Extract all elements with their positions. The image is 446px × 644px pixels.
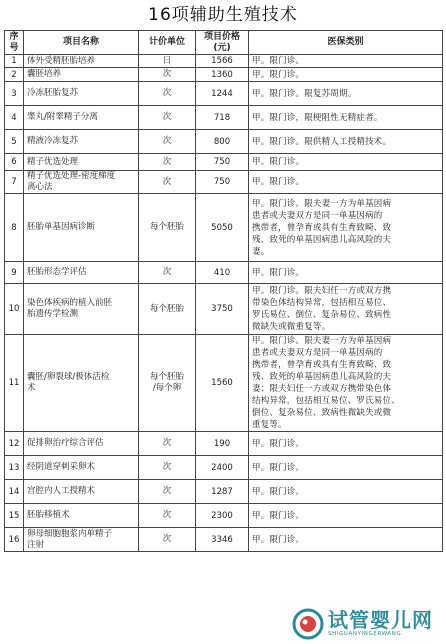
item-name-line: 冷冻胚胎复苏 [27, 88, 79, 98]
watermark-main-text: 试管婴儿网 [328, 608, 433, 633]
table-row [5, 480, 443, 504]
header-category: 医保类别 [249, 31, 443, 55]
insurance-category [249, 284, 443, 335]
insurance-category [249, 504, 443, 528]
item-name [24, 480, 139, 504]
pricing-unit-line: 次 [162, 88, 172, 98]
insurance-category-line: 患者或夫妻双方是同一单基因病的 [252, 210, 383, 221]
insurance-category [249, 194, 443, 262]
pricing-unit [139, 82, 196, 106]
row-number: 3 [5, 82, 24, 106]
table-row [5, 432, 443, 456]
item-name [24, 432, 139, 456]
item-name-line: 精子优选处理 [27, 156, 79, 167]
header-price-line: 项目价格 [203, 31, 240, 42]
insurance-category-line: 微缺失或微重复等。 [252, 322, 331, 332]
item-price: 1244 [196, 82, 249, 106]
row-number: 4 [5, 106, 24, 130]
row-number: 10 [5, 284, 24, 335]
watermark-text [328, 610, 433, 638]
item-name-line: 促排卵治疗综合评估 [27, 438, 104, 448]
pricing-unit-line: 次 [162, 176, 172, 187]
fee-table [4, 30, 443, 552]
insurance-category-line: 甲。限门诊。 [252, 438, 305, 449]
insurance-category [249, 171, 443, 194]
pricing-unit-line: 次 [162, 136, 172, 146]
item-price: 2300 [196, 504, 249, 528]
item-price: 1560 [196, 335, 249, 432]
header-no-line: 号 [9, 42, 19, 53]
pricing-unit-line: 次 [162, 510, 172, 520]
insurance-category-line: 残、致死的单基因病患儿高风险的夫 [252, 372, 392, 382]
item-name-line: 卵母细胞胞浆内单精子 [27, 528, 113, 539]
insurance-category-line: 残、致死的单基因病患儿高风险的夫 [252, 234, 392, 245]
insurance-category-line: 带染色体结构异常，包括相互易位、 [252, 298, 392, 308]
pricing-unit [139, 68, 196, 82]
insurance-category-line: 甲。限门诊。 [252, 69, 305, 80]
pricing-unit-line: 次 [162, 69, 172, 79]
insurance-category [249, 106, 443, 130]
insurance-category-line: 甲。限门诊。 [252, 486, 305, 497]
item-price: 1566 [196, 55, 249, 68]
item-price: 3750 [196, 284, 249, 335]
row-number: 15 [5, 504, 24, 528]
insurance-category [249, 262, 443, 284]
row-number: 14 [5, 480, 24, 504]
pricing-unit-line: 每个胚胎 [149, 303, 184, 314]
pricing-unit [139, 528, 196, 552]
pricing-unit [139, 432, 196, 456]
row-number: 7 [5, 171, 24, 194]
insurance-category-line: 甲。限门诊，限梗阻性无精症者。 [252, 112, 383, 123]
insurance-category-line: 甲。限门诊。 [252, 157, 305, 167]
row-number: 13 [5, 456, 24, 480]
table-row [5, 154, 443, 171]
watermark-logo-icon [292, 608, 324, 640]
item-name [24, 55, 139, 68]
item-price: 190 [196, 432, 249, 456]
item-name-line: 胎遗传学检测 [27, 309, 79, 319]
pricing-unit [139, 335, 196, 432]
item-price: 1287 [196, 480, 249, 504]
insurance-category-line: 罗氏易位、倒位、复杂易位、致病性 [252, 310, 392, 320]
table-row [5, 106, 443, 130]
watermark-sub-text: SHIGUANYINGERWANG [328, 631, 402, 638]
insurance-category-line: 重复等。 [252, 420, 287, 430]
insurance-category-line: 患者或夫妻双方是同一单基因病的 [252, 348, 383, 358]
pricing-unit [139, 154, 196, 171]
insurance-category-line: 甲。限门诊。 [252, 462, 305, 473]
header-unit: 计价单位 [139, 31, 196, 55]
insurance-category-line: 甲。限门诊。 [252, 177, 305, 187]
item-name [24, 456, 139, 480]
pricing-unit-line: 次 [162, 112, 172, 122]
pricing-unit-line: /每个卵 [152, 383, 182, 393]
row-number: 1 [5, 55, 24, 68]
header-no-line: 序 [9, 31, 19, 42]
pricing-unit-line: 日 [162, 55, 172, 66]
item-name [24, 171, 139, 194]
insurance-category [249, 82, 443, 106]
row-number: 9 [5, 262, 24, 284]
table-body [5, 55, 443, 552]
pricing-unit-line: 次 [162, 534, 172, 544]
pricing-unit [139, 456, 196, 480]
insurance-category-line: 甲。限门诊。限夫妻一方为单基因病 [252, 198, 392, 209]
header-name: 项目名称 [24, 31, 139, 55]
table-row [5, 82, 443, 106]
header-price [196, 31, 249, 55]
item-name [24, 194, 139, 262]
insurance-category-line: 携带者，曾孕育或具有生育致畸、致 [252, 360, 392, 370]
pricing-unit [139, 504, 196, 528]
pricing-unit-line: 次 [162, 156, 172, 167]
insurance-category [249, 480, 443, 504]
item-name-line: 囊胚/卵裂球/极体活检 [27, 372, 110, 382]
item-name [24, 504, 139, 528]
insurance-category-line: 倒位、复杂易位、致病性微缺失或微 [252, 408, 392, 418]
pricing-unit [139, 284, 196, 335]
insurance-category-line: 甲。限门诊。 [252, 56, 305, 66]
pricing-unit [139, 106, 196, 130]
table-row [5, 504, 443, 528]
insurance-category [249, 432, 443, 456]
item-name [24, 528, 139, 552]
pricing-unit-line: 每个胚胎 [149, 372, 184, 382]
item-name-line: 囊胚培养 [27, 69, 62, 79]
insurance-category-line: 妻。 [252, 246, 270, 257]
table-row [5, 528, 443, 552]
item-price: 3346 [196, 528, 249, 552]
row-number: 5 [5, 130, 24, 154]
item-name-line: 宫腔内人工授精术 [27, 486, 96, 496]
pricing-unit-line: 次 [162, 462, 172, 472]
item-name-line: 经阴道穿刺采卵术 [27, 462, 96, 472]
insurance-category-line: 甲。限门诊。 [252, 534, 305, 545]
pricing-unit-line: 次 [162, 267, 172, 277]
pricing-unit [139, 130, 196, 154]
table-row [5, 335, 443, 432]
item-name-line: 离心法 [27, 182, 53, 192]
pricing-unit [139, 55, 196, 68]
insurance-category [249, 55, 443, 68]
item-price: 750 [196, 154, 249, 171]
item-name-line: 体外受精胚胎培养 [27, 55, 96, 66]
row-number: 8 [5, 194, 24, 262]
insurance-category-line: 携带者，曾孕育或具有生育致畸、致 [252, 222, 392, 233]
table-row [5, 284, 443, 335]
header-row [5, 31, 443, 55]
table-row [5, 262, 443, 284]
insurance-category [249, 528, 443, 552]
pricing-unit [139, 171, 196, 194]
item-name-line: 注射 [27, 539, 45, 550]
item-price: 800 [196, 130, 249, 154]
item-price: 750 [196, 171, 249, 194]
item-price: 1360 [196, 68, 249, 82]
insurance-category [249, 154, 443, 171]
row-number: 16 [5, 528, 24, 552]
item-name-line: 精子优选处理-密度梯度 [27, 171, 116, 181]
item-name [24, 68, 139, 82]
insurance-category-line: 甲。限门诊。限供精人工授精技术。 [252, 136, 392, 147]
row-number: 6 [5, 154, 24, 171]
item-name [24, 284, 139, 335]
table-row [5, 68, 443, 82]
row-number: 11 [5, 335, 24, 432]
insurance-category-line: 甲。限门诊。 [252, 510, 305, 521]
insurance-category-line: 甲。限门诊。限夫妇任一方或双方携 [252, 286, 392, 296]
insurance-category-line: 甲。限门诊。限夫妻一方为单基因病 [252, 336, 392, 346]
item-name [24, 335, 139, 432]
item-name [24, 130, 139, 154]
table-row [5, 130, 443, 154]
item-price: 718 [196, 106, 249, 130]
item-name-line: 睾丸/附睾精子分离 [27, 112, 98, 122]
item-name [24, 106, 139, 130]
header-no [5, 31, 24, 55]
insurance-category-line: 甲。限门诊。 [252, 267, 305, 278]
row-number: 2 [5, 68, 24, 82]
table-row [5, 171, 443, 194]
pricing-unit [139, 262, 196, 284]
page-title: 16项辅助生殖技术 [148, 5, 298, 25]
insurance-category-line: 妻；限夫妇任一方或双方携带染色体 [252, 384, 392, 394]
item-name-line: 胚胎单基因病诊断 [27, 222, 96, 232]
table-row [5, 194, 443, 262]
insurance-category [249, 456, 443, 480]
insurance-category-line: 结构异常，包括相互易位、罗氏易位、 [252, 396, 400, 406]
watermark [292, 606, 442, 642]
item-price: 5050 [196, 194, 249, 262]
table-row [5, 456, 443, 480]
item-name-line: 染色体疾病的植入前胚 [27, 298, 113, 308]
header-price-line: (元) [213, 42, 231, 53]
item-name-line: 精液冷冻复苏 [27, 136, 79, 146]
pricing-unit-line: 次 [162, 486, 172, 496]
insurance-category [249, 335, 443, 432]
item-name-line: 胚胎移植术 [27, 510, 70, 520]
item-name [24, 262, 139, 284]
pricing-unit [139, 194, 196, 262]
insurance-category [249, 130, 443, 154]
pricing-unit [139, 480, 196, 504]
item-price: 410 [196, 262, 249, 284]
insurance-category [249, 68, 443, 82]
row-number: 12 [5, 432, 24, 456]
pricing-unit-line: 每个胚胎 [149, 222, 184, 232]
item-price: 2400 [196, 456, 249, 480]
insurance-category-line: 甲。限门诊。限复苏周期。 [252, 88, 357, 99]
item-name-line: 胚胎形态学评估 [27, 267, 87, 277]
item-name [24, 154, 139, 171]
table-row [5, 55, 443, 68]
pricing-unit-line: 次 [162, 438, 172, 448]
item-name-line: 术 [27, 383, 36, 393]
item-name [24, 82, 139, 106]
